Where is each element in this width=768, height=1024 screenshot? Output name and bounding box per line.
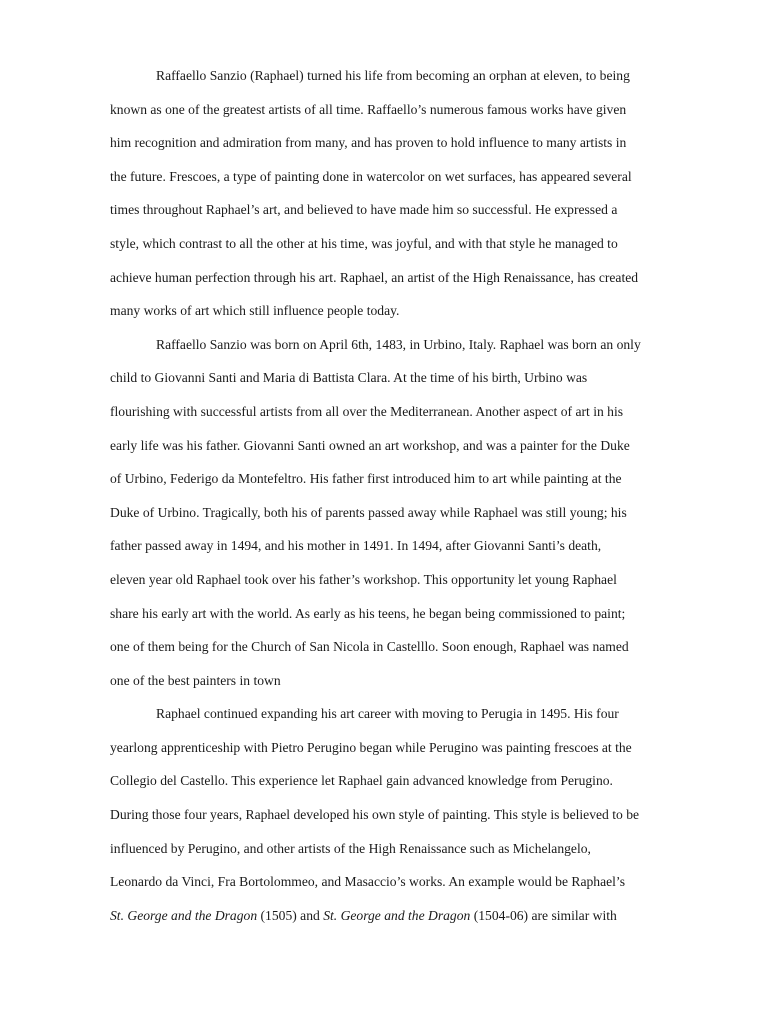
paragraph-2-line-5: of Urbino, Federigo da Montefeltro. His father first introduced him to art while painting at the <box>110 471 622 487</box>
paragraph-3-line-2: yearlong apprenticeship with Pietro Perugino began while Perugino was painting frescoes at the <box>110 739 632 755</box>
paragraph-2-line-2: child to Giovanni Santi and Maria di Battista Clara. At the time of his birth, Urbino was <box>110 370 588 386</box>
paragraph-2-line-6: Duke of Urbino. Tragically, both his of parents passed away while Raphael was still young; his <box>110 504 627 520</box>
paragraph-2-line-4: early life was his father. Giovanni Santi owned an art workshop, and was a painter for the Duke <box>110 437 630 453</box>
paragraph-2-line-11: one of the best painters in town <box>110 672 281 688</box>
paragraph-1-line-6: style, which contrast to all the other at his time, was joyful, and with that style he managed to <box>110 235 618 251</box>
paragraph-1-line-1: Raffaello Sanzio (Raphael) turned his life from becoming an orphan at eleven, to being <box>156 68 630 83</box>
paragraph-2-line-7: father passed away in 1494, and his mother in 1491. In 1494, after Giovanni Santi’s death, <box>110 538 602 554</box>
essay-body <box>110 59 720 932</box>
paragraph-3-line-3: Collegio del Castello. This experience let Raphael gain advanced knowledge from Perugino. <box>110 773 613 789</box>
inline-text: (1505) and <box>257 907 324 923</box>
paragraph-1-line-4: the future. Frescoes, a type of painting done in watercolor on wet surfaces, has appeared several <box>110 168 632 184</box>
paragraph-1-line-3: him recognition and admiration from many, and has proven to hold influence to many artists in <box>110 135 627 151</box>
paragraph-1-line-5: times throughout Raphael’s art, and believed to have made him so successful. He expressed a <box>110 202 618 218</box>
inline-text: (1504-06) are similar with <box>470 907 617 923</box>
paragraph-1-line-2: known as one of the greatest artists of all time. Raffaello’s numerous famous works have given <box>110 101 627 117</box>
artwork-title: St. George and the Dragon <box>110 907 258 923</box>
paragraph-3-line-6: Leonardo da Vinci, Fra Bortolommeo, and Masaccio’s works. An example would be Raphael’s <box>110 874 626 890</box>
paragraph-2-line-1: Raffaello Sanzio was born on April 6th, 1483, in Urbino, Italy. Raphael was born an only <box>156 336 641 352</box>
paragraph-1-line-8: many works of art which still influence people today. <box>110 303 400 319</box>
paragraph-1-line-7: achieve human perfection through his art. Raphael, an artist of the High Renaissance, has created <box>110 269 639 285</box>
paragraph-3-line-4: During those four years, Raphael developed his own style of painting. This style is believed to be <box>110 807 640 823</box>
artwork-title: St. George and the Dragon <box>323 907 471 923</box>
paragraph-2-line-8: eleven year old Raphael took over his father’s workshop. This opportunity let young Raphael <box>110 571 617 587</box>
paragraph-3-line-1: Raphael continued expanding his art career with moving to Perugia in 1495. His four <box>156 706 619 722</box>
paragraph-2-line-3: flourishing with successful artists from all over the Mediterranean. Another aspect of art in his <box>110 403 624 419</box>
paragraph-2-line-10: one of them being for the Church of San Nicola in Castelllo. Soon enough, Raphael was named <box>110 639 629 655</box>
paragraph-3-line-5: influenced by Perugino, and other artists of the High Renaissance such as Michelangelo, <box>110 840 591 856</box>
paragraph-2-line-9: share his early art with the world. As early as his teens, he began being commissioned to paint; <box>110 605 626 621</box>
paragraph-3-line-7 <box>110 899 720 933</box>
